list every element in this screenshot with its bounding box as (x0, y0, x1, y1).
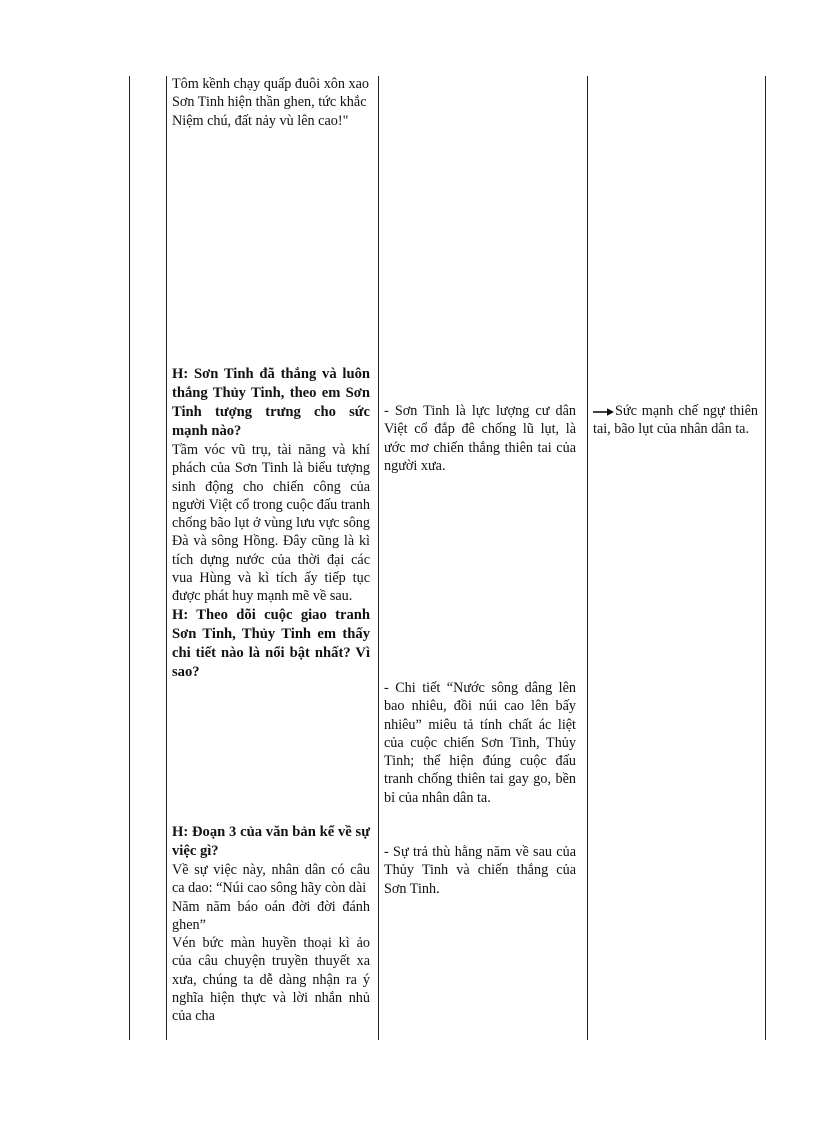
conclusion-1-text: Sức mạnh chế ngự thiên tai, bão lụt của nhân dân ta. (593, 403, 758, 438)
table-border-left (129, 76, 130, 1040)
answer-2: - Chi tiết “Nước sông dâng lên bao nhiêu, đồi núi cao lên bấy nhiêu” miêu tả tính chất ác liệt của cuộc chiến Sơn Tinh, Thủy Tinh; thể hiện đúng cuộc đấu tranh chống thiên tai gay go, bền bỉ của nhân dân ta. (384, 680, 576, 806)
poem-excerpt (172, 75, 370, 130)
arrow-right-icon (593, 407, 615, 417)
question-1: H: Sơn Tinh đã thắng và luôn thắng Thủy Tinh, theo em Sơn Tinh tượng trưng cho sức mạnh nào? (172, 366, 370, 439)
table-border-col4-left (587, 76, 588, 1040)
answer-3: - Sự trả thù hằng năm về sau của Thủy Tinh và chiến thắng của Sơn Tinh. (384, 844, 576, 897)
poem-line: Sơn Tinh hiện thần ghen, tức khắc (172, 94, 367, 111)
table-border-col3-left (378, 76, 379, 1040)
poem-line: Tôm kềnh chạy quấp đuôi xôn xao (172, 76, 370, 92)
answer-1: - Sơn Tinh là lực lượng cư dân Việt cổ đắp đê chống lũ lụt, là ước mơ chiến thắng thiên tai của người xưa. (384, 403, 576, 474)
question-2: H: Theo dõi cuộc giao tranh Sơn Tinh, Thủy Tinh em thấy chi tiết nào là nổi bật nhất? Vì sao? (172, 606, 370, 680)
poem-line: Niệm chú, đất nảy vù lên cao!" (172, 112, 349, 129)
explanation-3-line: Vén bức màn huyền thoại kì ảo của câu chuyện truyền thuyết xa xưa, chúng ta dễ dàng nhận ra ý nghĩa hiện thực và lời nhắn nhủ của cha (172, 935, 370, 1025)
explanation-3-line: Về sự việc này, nhân dân có câu ca dao: “Núi cao sông hãy còn dài (172, 862, 370, 897)
question-3: H: Đoạn 3 của văn bản kể về sự việc gì? (172, 824, 370, 859)
conclusion-1 (593, 402, 758, 439)
table-border-col2-left (166, 76, 167, 1040)
table-border-right (765, 76, 766, 1040)
explanation-1: Tầm vóc vũ trụ, tài năng và khí phách của Sơn Tinh là biểu tượng sinh động cho chiến công của người Việt cổ trong cuộc đấu tranh chống bão lụt ở vùng lưu vực sông Đà và sông Hồng. Đây cũng là kì tích dựng nước của thời đại các vua Hùng và kì tích ấy tiếp tục được phát huy mạnh mẽ về sau. (172, 442, 370, 605)
explanation-3-line: Năm năm báo oán đời đời đánh ghen” (172, 898, 370, 933)
lesson-block-1 (172, 365, 370, 682)
lesson-block-3 (172, 823, 370, 1026)
